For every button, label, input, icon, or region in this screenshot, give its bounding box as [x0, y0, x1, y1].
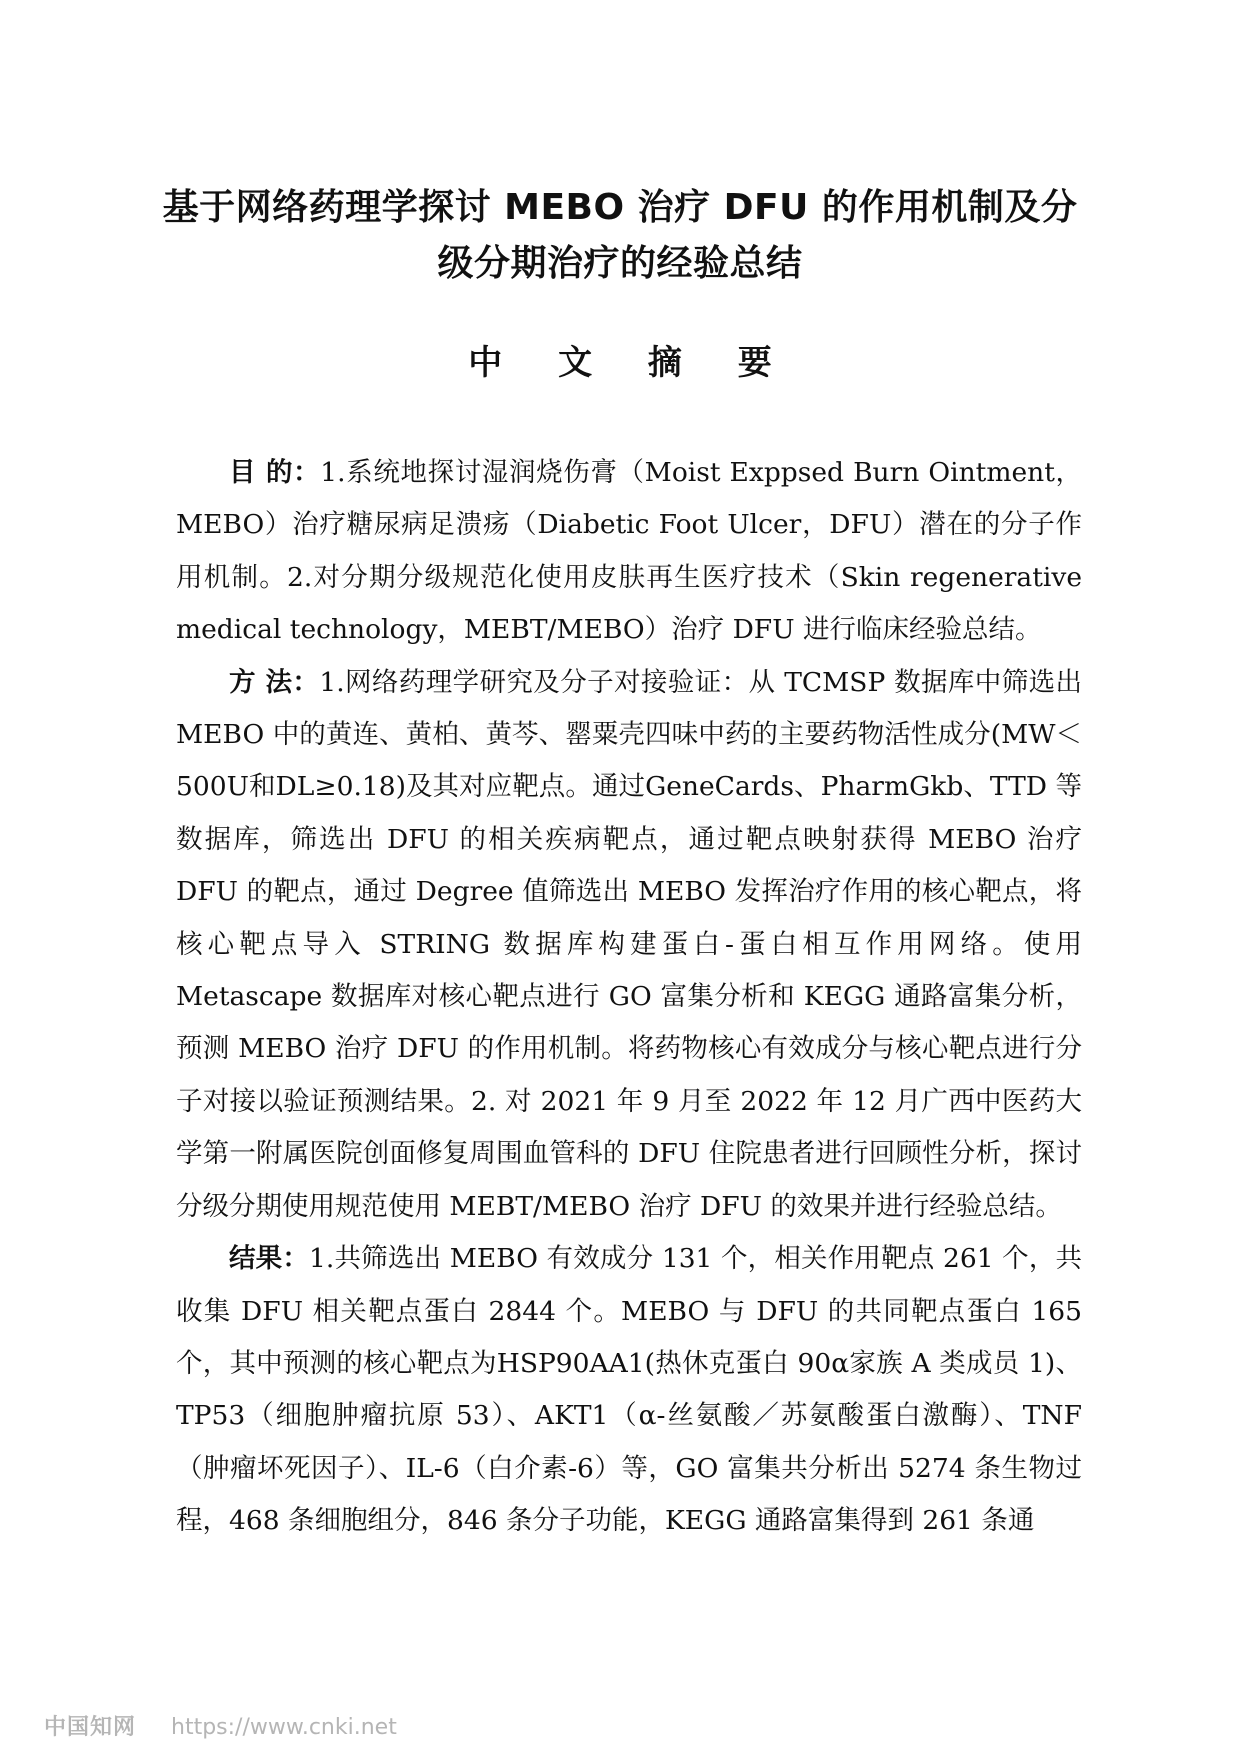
- cnki-url[interactable]: https://www.cnki.net: [171, 1715, 397, 1740]
- paper-title: [160, 180, 1080, 292]
- watermark-footer: [44, 1715, 397, 1741]
- objective-label: 目 的：: [229, 457, 321, 488]
- results-label: 结果：: [229, 1243, 310, 1275]
- objective-paragraph: [176, 447, 1082, 657]
- results-paragraph: [176, 1233, 1082, 1547]
- cnki-brand: 中国知网: [44, 1715, 137, 1740]
- methods-paragraph: [176, 657, 1082, 1233]
- paper-title-line-2: 级分期治疗的经验总结: [437, 243, 803, 284]
- paper-title-line-1: 基于网络药理学探讨 MEBO 治疗 DFU 的作用机制及分: [162, 187, 1078, 228]
- results-text: 1.共筛选出 MEBO 有效成分 131 个，相关作用靶点 261 个，共收集 DFU 相关靶点蛋白 2844 个。MEBO 与 DFU 的共同靶点蛋白 165 个，其中预测的核心靶点为HSP90AA1(热休克蛋白 90α家族 A 类成员 1)、TP53（细胞肿瘤抗原 53）、AKT1（α-丝氨酸／苏氨酸蛋白激酶）、TNF（肿瘤坏死因子）、IL-6（白介素-6）等，GO 富集共分析出 5274 条生物过程，468 条细胞组分，846 条分子功能，KEGG 通路富集得到 261 条通: [176, 1243, 1083, 1537]
- objective-text: 1.系统地探讨湿润烧伤膏（Moist Exppsed Burn Ointment，MEBO）治疗糖尿病足溃疡（Diabetic Foot Ulcer，DFU）潜在的分子作用机制。2.对分期分级规范化使用皮肤再生医疗技术（Skin regenerative medical technology，MEBT/MEBO）治疗 DFU 进行临床经验总结。: [176, 457, 1082, 646]
- methods-text: 1.网络药理学研究及分子对接验证：从 TCMSP 数据库中筛选出 MEBO 中的黄连、黄柏、黄芩、罂粟壳四味中药的主要药物活性成分(MW＜500U和DL≥0.18)及其对应靶点。通过GeneCards、PharmGkb、TTD 等数据库，筛选出 DFU 的相关疾病靶点，通过靶点映射获得 MEBO 治疗 DFU 的靶点，通过 Degree 值筛选出 MEBO 发挥治疗作用的核心靶点，将核心靶点导入 STRING 数据库构建蛋白-蛋白相互作用网络。使用 Metascape 数据库对核心靶点进行 GO 富集分析和 KEGG 通路富集分析，预测 MEBO 治疗 DFU 的作用机制。将药物核心有效成分与核心靶点进行分子对接以验证预测结果。2. 对 2021 年 9 月至 2022 年 12 月广西中医药大学第一附属医院创面修复周围血管科的 DFU 住院患者进行回顾性分析，探讨分级分期使用规范使用 MEBT/MEBO 治疗 DFU 的效果并进行经验总结。: [176, 666, 1082, 1222]
- abstract-body: [176, 447, 1082, 1548]
- methods-label: 方 法：: [229, 666, 320, 698]
- abstract-heading: 中 文 摘 要: [468, 343, 794, 383]
